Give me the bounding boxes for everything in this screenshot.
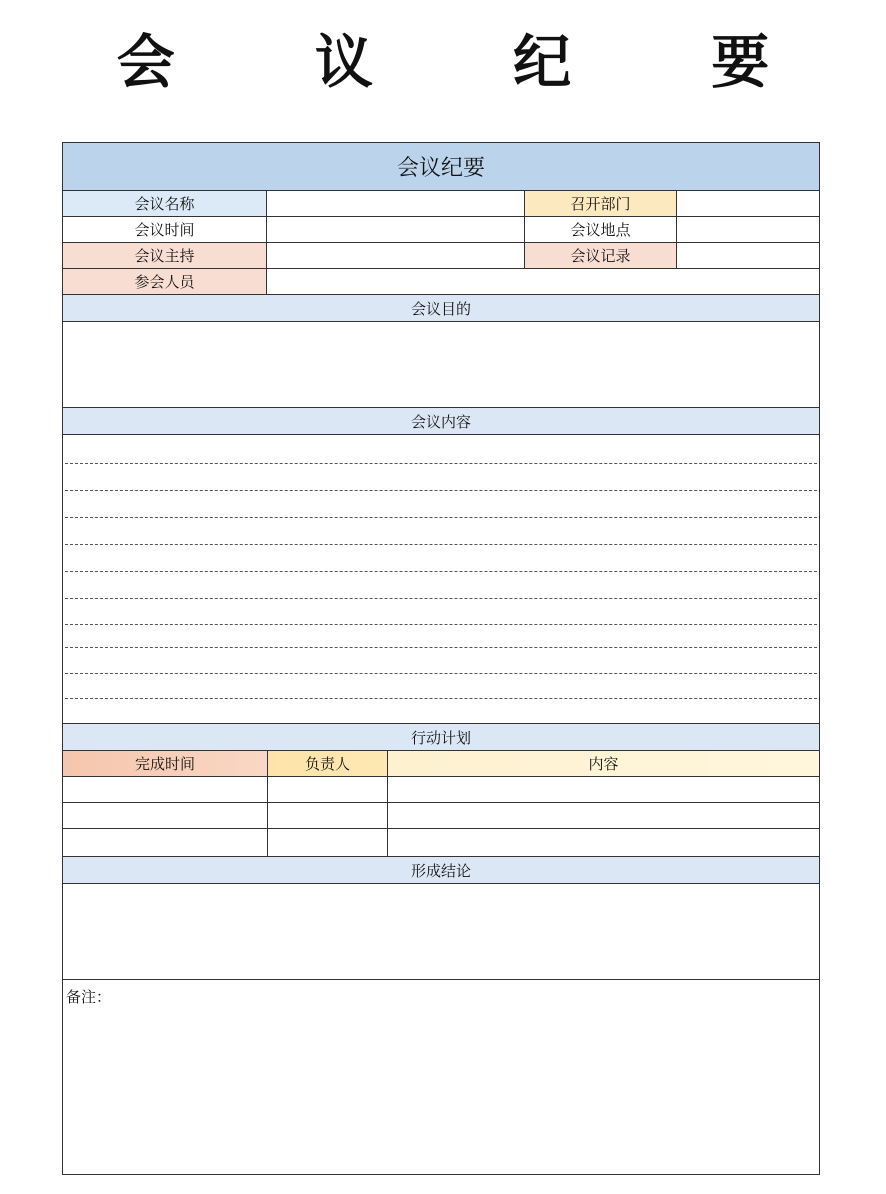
section-conclusion-header [63,857,819,884]
value-recorder[interactable] [677,243,819,268]
value-meeting-time[interactable] [267,217,525,242]
action-owner-cell[interactable] [268,777,388,802]
form-header-row [63,143,819,191]
info-row-1 [63,191,819,217]
notes-area[interactable] [63,980,819,1174]
info-row-4 [63,269,819,295]
section-content-header [63,408,819,435]
page-title: 会 议 纪 要 [116,28,830,96]
action-column-header-row [63,751,819,777]
label-attendees: 参会人员 [63,269,267,294]
action-content-cell[interactable] [388,829,819,856]
value-meeting-name[interactable] [267,191,525,216]
info-row-2 [63,217,819,243]
action-owner-cell[interactable] [268,803,388,828]
purpose-area[interactable] [63,322,819,408]
action-content-cell[interactable] [388,777,819,802]
column-header-content: 内容 [388,751,819,776]
value-host[interactable] [267,243,525,268]
label-host: 会议主持 [63,243,267,268]
section-conclusion-title: 形成结论 [410,861,471,880]
content-line [65,673,817,674]
action-owner-cell[interactable] [268,829,388,856]
action-row [63,803,819,829]
action-row [63,777,819,803]
label-meeting-name: 会议名称 [63,191,267,216]
action-row [63,829,819,857]
content-line [65,463,817,464]
content-line [65,544,817,545]
notes-label: 备注： [66,988,112,1006]
label-location: 会议地点 [525,217,677,242]
info-row-3 [63,243,819,269]
conclusion-area[interactable] [63,884,819,980]
value-department[interactable] [677,191,819,216]
content-line [65,571,817,572]
label-department: 召开部门 [525,191,677,216]
content-line [65,624,817,625]
column-header-time: 完成时间 [63,751,268,776]
column-header-owner: 负责人 [268,751,388,776]
content-line [65,698,817,699]
form-header: 会议纪要 [396,156,485,181]
section-purpose-title: 会议目的 [410,299,471,318]
content-line [65,598,817,599]
content-area[interactable] [63,435,819,724]
section-action-title: 行动计划 [410,728,471,747]
meeting-minutes-form [62,142,820,1175]
content-line [65,490,817,491]
section-action-header [63,724,819,751]
action-time-cell[interactable] [63,777,268,802]
action-time-cell[interactable] [63,803,268,828]
content-line [65,517,817,518]
section-purpose-header [63,295,819,322]
label-recorder: 会议记录 [525,243,677,268]
value-attendees[interactable] [267,269,819,294]
action-time-cell[interactable] [63,829,268,856]
label-meeting-time: 会议时间 [63,217,267,242]
content-line [65,647,817,648]
action-content-cell[interactable] [388,803,819,828]
section-content-title: 会议内容 [410,412,471,431]
value-location[interactable] [677,217,819,242]
